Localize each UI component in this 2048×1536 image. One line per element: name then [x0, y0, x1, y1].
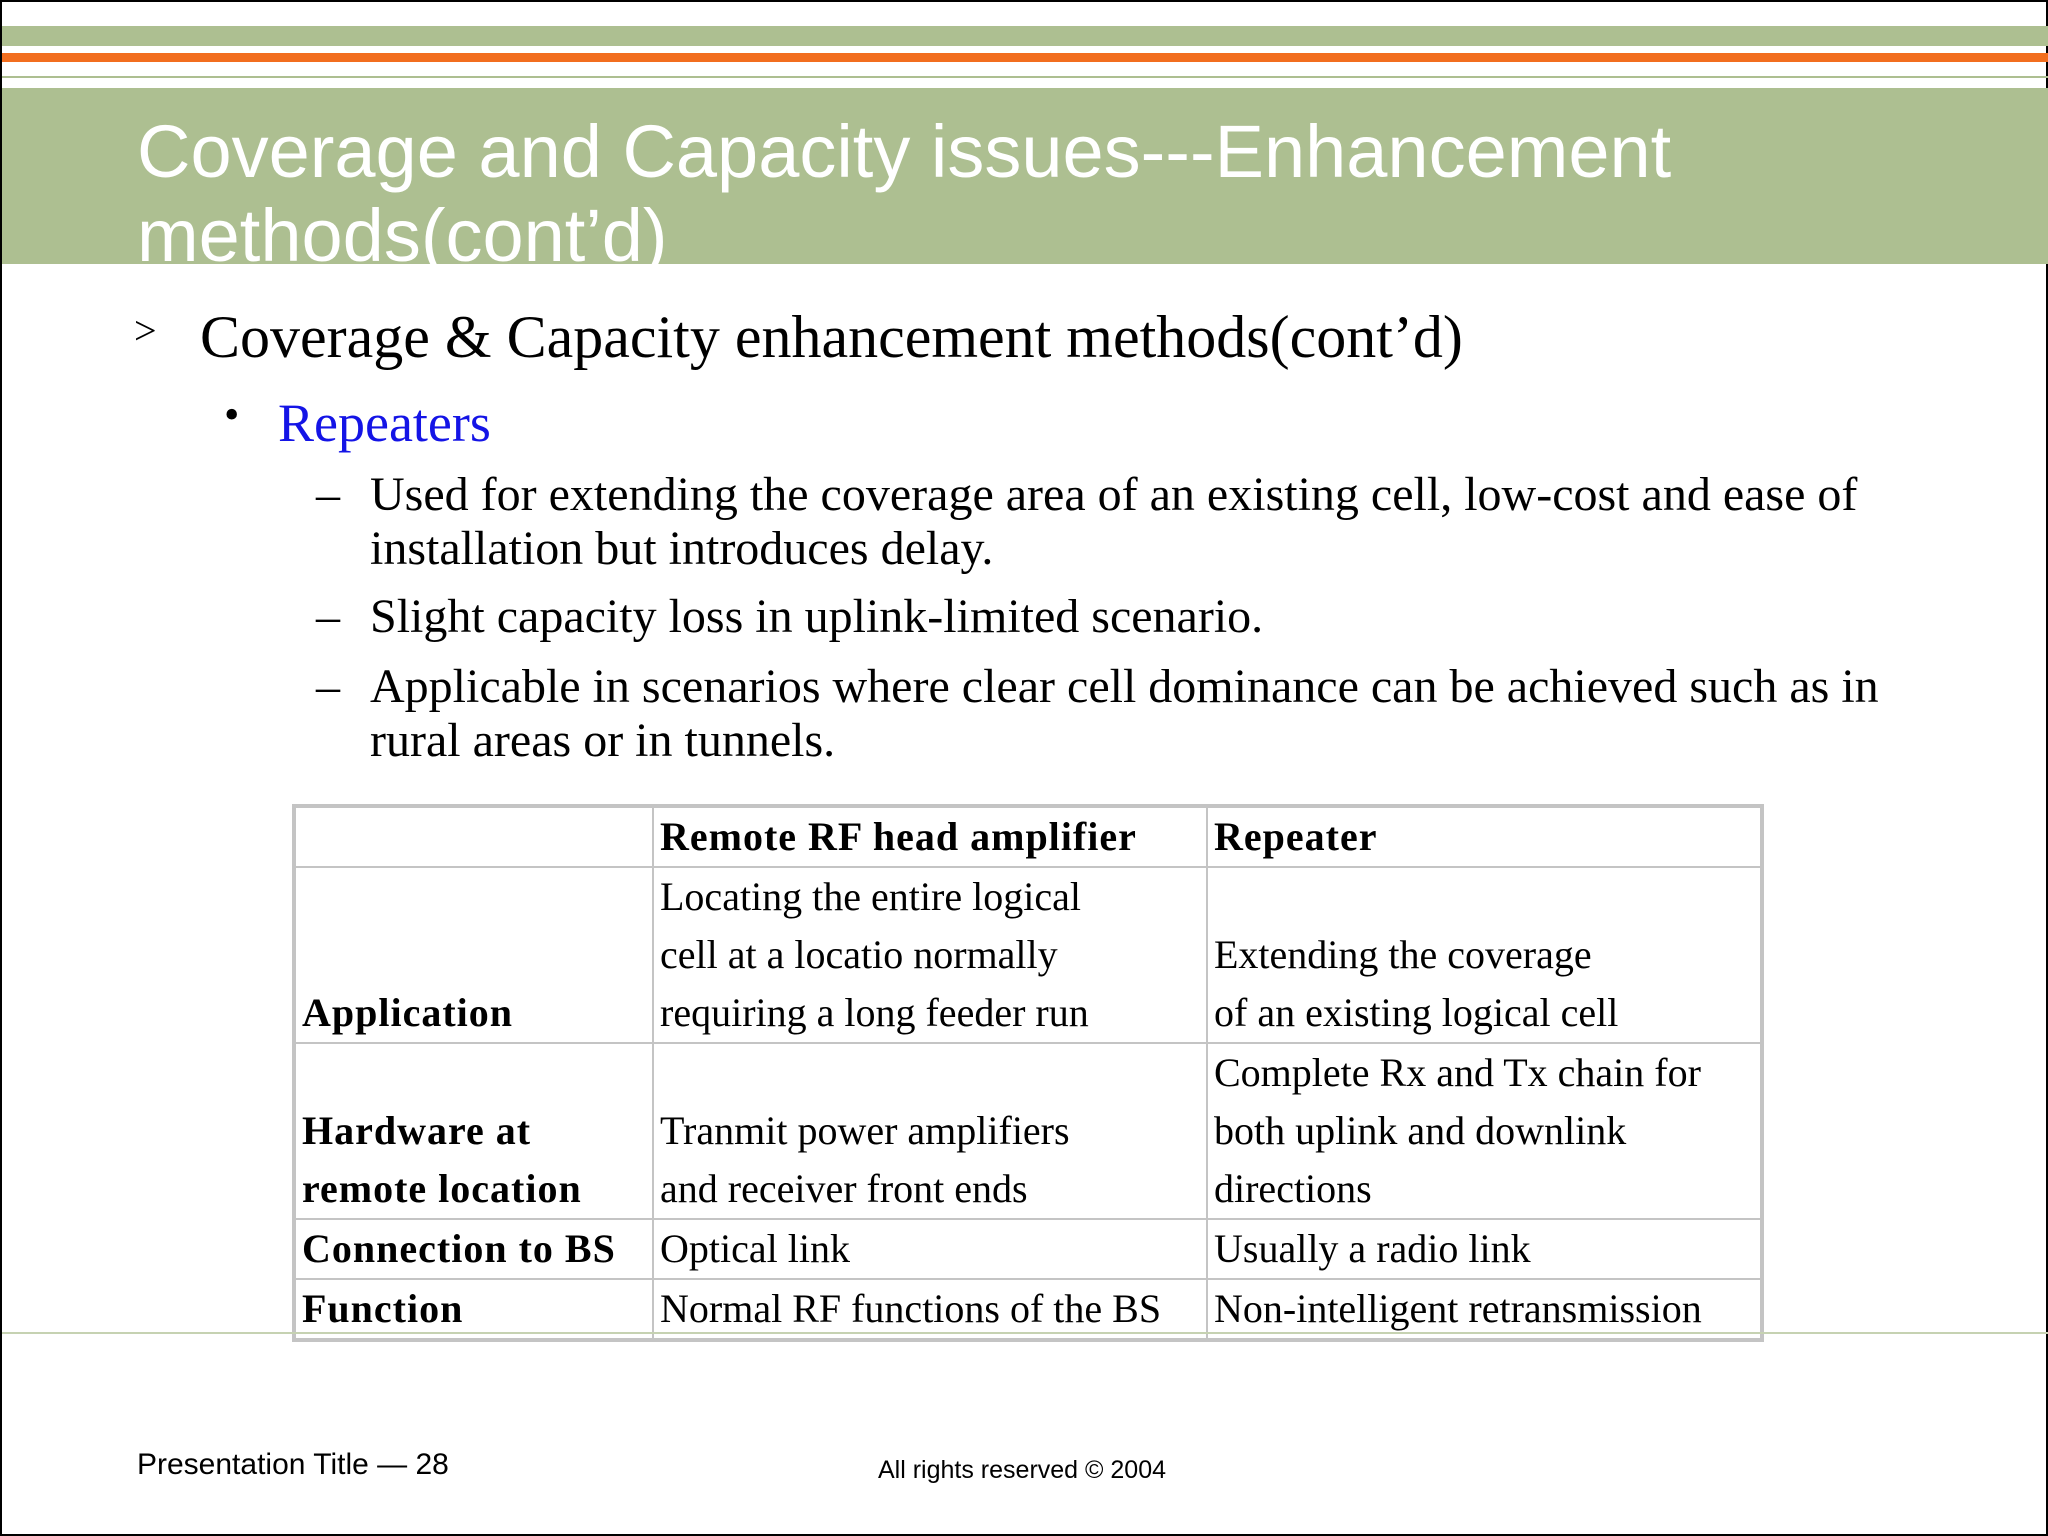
table-cell: [1208, 1280, 1760, 1338]
cell-line: Locating the entire logical: [660, 874, 1081, 919]
bullet-marker-arrow: >: [134, 308, 157, 353]
cell-line: both uplink and downlink: [1214, 1108, 1627, 1153]
cell-line: Tranmit power amplifiers: [660, 1108, 1070, 1153]
table-header-row: [296, 808, 1760, 866]
cell-line: Application: [302, 990, 514, 1035]
cell-line: Usually a radio link: [1214, 1226, 1531, 1271]
table-row-label: [296, 1280, 652, 1338]
table-row-label: [296, 1044, 652, 1218]
table-cell: [654, 1220, 1206, 1278]
bullet-marker-dot: •: [224, 390, 240, 439]
bullet-level3-text: Slight capacity loss in uplink-limited scenario.: [370, 590, 1264, 643]
cell-line: requiring a long feeder run: [660, 990, 1089, 1035]
table-row-label: [296, 1220, 652, 1278]
footer-presentation-title: Presentation Title — 28: [137, 1448, 449, 1481]
table-cell: [654, 868, 1206, 1042]
bullet-marker-dash: –: [316, 590, 340, 643]
bullet-level3-text: Applicable in scenarios where clear cell dominance can be achieved such as in rural areas or in tunnels.: [370, 660, 1879, 767]
bullet-marker-dash: –: [316, 660, 340, 713]
cell-line: cell at a locatio normally: [660, 932, 1058, 977]
header-stripe-green: [2, 26, 2048, 46]
bullet-level1-text: Coverage & Capacity enhancement methods(cont’d): [200, 304, 1463, 370]
bullet-marker-dash: –: [316, 468, 340, 521]
cell-line: of an existing logical cell: [1214, 990, 1619, 1035]
comparison-table: [292, 804, 1764, 1342]
slide-title: Coverage and Capacity issues---Enhancement methods(cont’d): [137, 110, 1672, 277]
table-row: [296, 868, 1760, 1042]
table-header-cell: [296, 808, 652, 866]
bullet-level3-text: Used for extending the coverage area of an existing cell, low-cost and ease of installation but introduces delay.: [370, 468, 1858, 575]
cell-line: Non-intelligent retransmission: [1214, 1286, 1702, 1331]
cell-line: remote location: [302, 1166, 582, 1211]
table-cell: [654, 1280, 1206, 1338]
cell-line: Complete Rx and Tx chain for: [1214, 1050, 1701, 1095]
cell-line: Extending the coverage: [1214, 932, 1592, 977]
footer-divider: [2, 1332, 2048, 1334]
table-header-cell: Repeater: [1208, 808, 1760, 866]
cell-line: Optical link: [660, 1226, 850, 1271]
cell-line: and receiver front ends: [660, 1166, 1028, 1211]
table-cell: [1208, 1044, 1760, 1218]
table-row: [296, 1044, 1760, 1218]
header-stripe-thin: [2, 76, 2048, 78]
bullet-level2-text: Repeaters: [278, 393, 491, 453]
cell-line: Normal RF functions of the BS: [660, 1286, 1162, 1331]
table-row: [296, 1280, 1760, 1338]
table-row: [296, 1220, 1760, 1278]
table-cell: [654, 1044, 1206, 1218]
table-cell: [1208, 1220, 1760, 1278]
cell-line: Hardware at: [302, 1108, 532, 1153]
header-stripe-orange: [2, 53, 2048, 62]
cell-line: directions: [1214, 1166, 1372, 1211]
table-header-cell: Remote RF head amplifier: [654, 808, 1206, 866]
cell-line: Function: [302, 1286, 464, 1331]
table-cell: [1208, 868, 1760, 1042]
footer-copyright: All rights reserved © 2004: [878, 1456, 1167, 1484]
table-row-label: [296, 868, 652, 1042]
cell-line: Connection to BS: [302, 1226, 616, 1271]
